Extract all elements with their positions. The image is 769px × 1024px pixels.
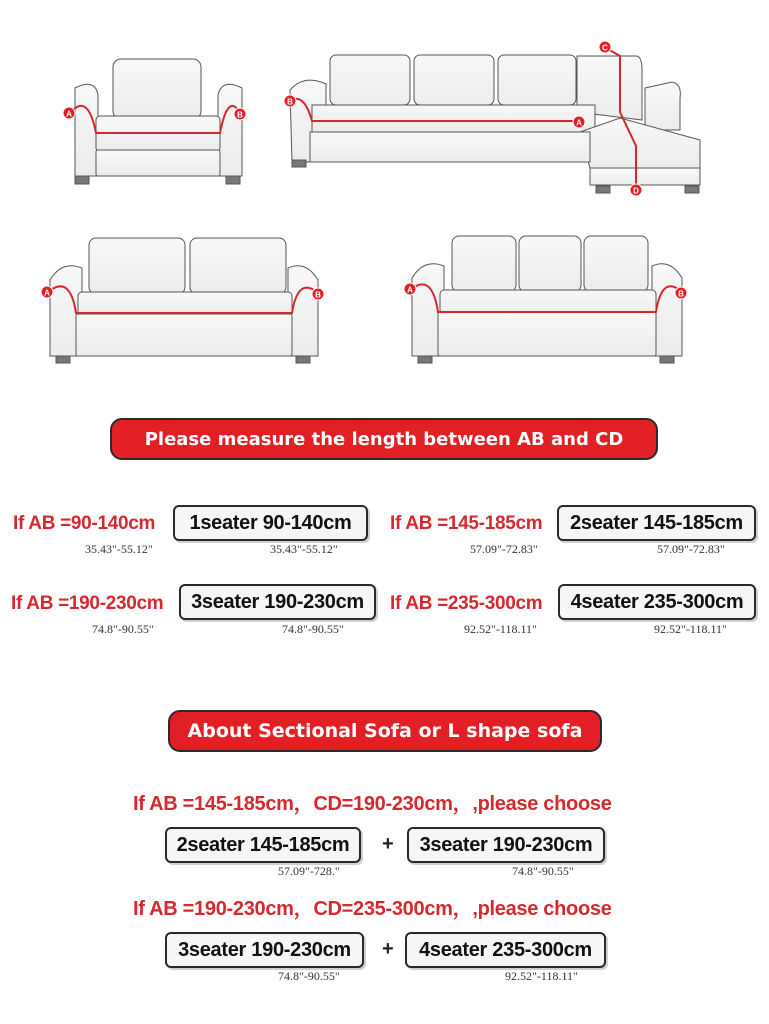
sectional-1-plus: + bbox=[382, 833, 394, 855]
size-box-inch-4: 92.52"-118.11" bbox=[654, 622, 727, 636]
svg-text:A: A bbox=[44, 288, 50, 298]
armchair-label-a bbox=[63, 107, 75, 119]
sectional-1-left-box: 2seater 145-185cm bbox=[165, 827, 361, 863]
svg-text:B: B bbox=[678, 289, 684, 299]
measure-instruction-banner: Please measure the length between AB and CD bbox=[110, 418, 658, 460]
sectional-label-b bbox=[284, 95, 296, 107]
svg-text:A: A bbox=[66, 109, 72, 119]
size-box-3seater: 3seater 190-230cm bbox=[179, 584, 376, 620]
sofa-diagrams bbox=[0, 0, 769, 380]
size-condition-3: If AB =190-230cm bbox=[11, 593, 164, 614]
svg-text:C: C bbox=[602, 43, 608, 53]
three-seater-diagram bbox=[412, 236, 682, 363]
svg-text:A: A bbox=[407, 285, 413, 295]
size-box-inch-1: 35.43"-55.12" bbox=[270, 542, 338, 556]
size-condition-inch-2: 57.09"-72.83" bbox=[470, 542, 538, 556]
sectional-2-left-box: 3seater 190-230cm bbox=[165, 932, 364, 968]
size-box-inch-3: 74.8"-90.55" bbox=[282, 622, 344, 636]
sectional-2-right-box: 4seater 235-300cm bbox=[405, 932, 606, 968]
armchair-label-b bbox=[234, 108, 246, 120]
sectional-2-left-inch: 74.8"-90.55" bbox=[278, 969, 340, 983]
armchair-diagram bbox=[75, 59, 242, 184]
size-condition-1: If AB =90-140cm bbox=[13, 513, 156, 534]
size-box-2seater: 2seater 145-185cm bbox=[557, 505, 756, 541]
sectional-sofa-banner: About Sectional Sofa or L shape sofa bbox=[168, 710, 602, 752]
sectional-condition-1: If AB =145-185cm，CD=190-230cm，,please choose bbox=[133, 793, 612, 815]
size-condition-2: If AB =145-185cm bbox=[390, 513, 543, 534]
sectional-1-right-box: 3seater 190-230cm bbox=[407, 827, 605, 863]
size-condition-inch-4: 92.52"-118.11" bbox=[464, 622, 537, 636]
three-seater-label-b bbox=[675, 287, 687, 299]
svg-text:B: B bbox=[237, 110, 243, 120]
sectional-condition-2: If AB =190-230cm，CD=235-300cm，,please choose bbox=[133, 898, 612, 920]
three-seater-label-a bbox=[404, 283, 416, 295]
sectional-label-d bbox=[630, 184, 642, 196]
sectional-label-a bbox=[573, 116, 585, 128]
size-box-1seater: 1seater 90-140cm bbox=[173, 505, 368, 541]
sectional-1-right-inch: 74.8"-90.55" bbox=[512, 864, 574, 878]
sectional-sofa-diagram bbox=[290, 55, 700, 193]
sectional-1-left-inch: 57.09"-728." bbox=[278, 864, 340, 878]
sectional-2-right-inch: 92.52"-118.11" bbox=[505, 969, 578, 983]
sectional-2-plus: + bbox=[382, 938, 394, 960]
two-seater-label-b bbox=[312, 288, 324, 300]
sectional-label-c bbox=[599, 41, 611, 53]
svg-text:D: D bbox=[633, 186, 639, 196]
size-box-inch-2: 57.09"-72.83" bbox=[657, 542, 725, 556]
svg-text:B: B bbox=[287, 97, 293, 107]
two-seater-diagram bbox=[50, 238, 318, 363]
size-condition-inch-3: 74.8"-90.55" bbox=[92, 622, 154, 636]
size-condition-inch-1: 35.43"-55.12" bbox=[85, 542, 153, 556]
size-condition-4: If AB =235-300cm bbox=[390, 593, 543, 614]
svg-text:B: B bbox=[315, 290, 321, 300]
svg-text:A: A bbox=[576, 118, 582, 128]
size-box-4seater: 4seater 235-300cm bbox=[558, 584, 756, 620]
two-seater-label-a bbox=[41, 286, 53, 298]
